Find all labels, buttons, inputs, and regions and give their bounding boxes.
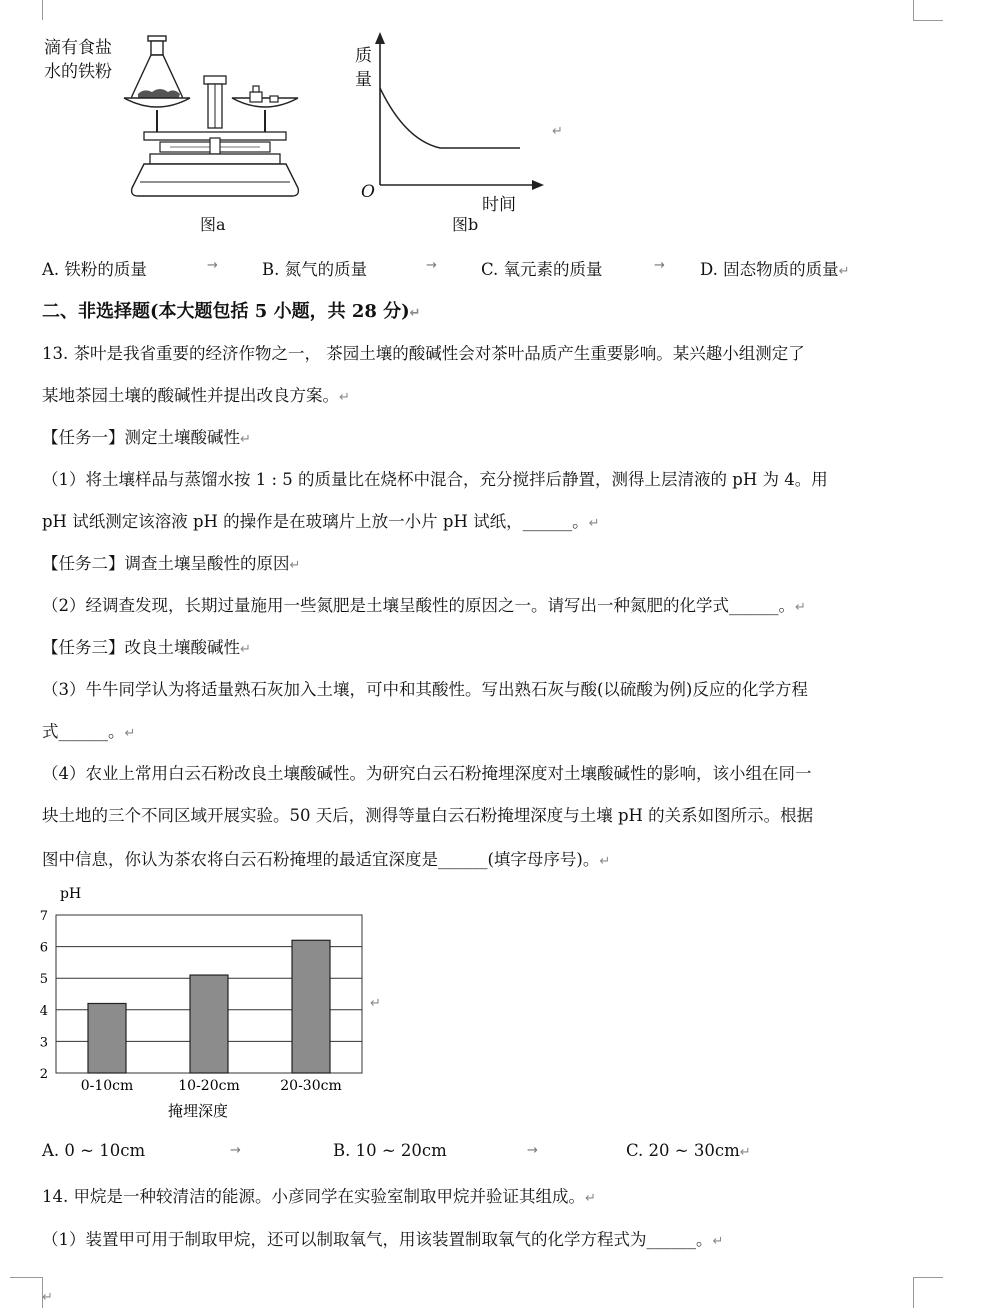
q13-task1-text: 【任务一】测定土壤酸碱性 [42,428,240,447]
chart-y-axis-label: pH [60,886,82,902]
chart-x-ticks [81,1078,342,1094]
figure-a-label [44,36,112,84]
return-mark: ↵ [795,600,806,615]
chart-y-tick-label: 6 [39,940,48,956]
return-mark: ↵ [585,1191,596,1206]
q13-task1 [42,424,251,448]
q13-intro-line1: 13. 茶叶是我省重要的经济作物之一， 茶园土壤的酸碱性会对茶叶品质产生重要影响。某兴趣小组测定了 [42,344,805,363]
q12-option-b-letter: B. [262,260,280,279]
q12-option-c [481,256,603,280]
q13-task3 [42,634,251,658]
q13-p1-line2-text: pH 试纸测定该溶液 pH 的操作是在玻璃片上放一小片 pH 试纸，______。 [42,512,589,531]
chart-y-tick-label: 5 [39,972,48,988]
return-mark: ↵ [289,558,301,573]
figure-a-label-line1: 滴有食盐 [44,38,112,58]
crop-mark-top-right-h [913,20,943,21]
page-end-return-mark: ↵ [42,1290,53,1305]
figure-b-origin: O [361,182,375,202]
figure-b-x-label: 时间 [482,195,516,215]
crop-mark-top-right-v [913,0,914,20]
mass-time-graph [350,30,550,215]
q13-p4-line2: 块土地的三个不同区域开展实验。50 天后，测得等量白云石粉掩埋深度与土壤 pH 的关系如图所示。根据 [42,806,814,825]
chart-y-tick-label: 4 [39,1003,48,1019]
tab-arrow-1: → [207,258,218,273]
chart-x-tick-label: 20-30cm [280,1078,342,1094]
q12-option-b-text: 氮气的质量 [284,260,368,279]
crop-mark-bottom-left-h [10,1277,42,1278]
crop-mark-bottom-right-v [913,1277,914,1308]
q13-p1-line2 [42,508,600,532]
figure-a-label-line2: 水的铁粉 [44,62,112,82]
q14-intro-text: 14. 甲烷是一种较清洁的能源。小彦同学在实验室制取甲烷并验证其组成。 [42,1187,585,1206]
chart-x-axis-label: 掩埋深度 [167,1102,229,1120]
return-mark: ↵ [124,726,136,741]
crop-mark-top-left [42,0,43,20]
balance-illustration [120,30,310,210]
tab-arrow-5: → [527,1143,538,1158]
chart-bar-10-20cm [190,975,228,1073]
q12-option-c-text: 氧元素的质量 [503,260,603,279]
chart-bars [88,940,330,1073]
q13-task2 [42,550,300,574]
q12-option-a-text: 铁粉的质量 [64,260,147,279]
section-2-heading [42,297,421,323]
q13-option-b [333,1141,447,1160]
tab-arrow-2: → [426,258,437,273]
q12-option-c-letter: C. [481,260,499,279]
chart-return-mark: ↵ [370,996,381,1011]
q13-option-b-text: 10 ~ 20cm [355,1141,447,1160]
q13-option-c [626,1141,751,1160]
q12-option-a [42,256,147,280]
q13-p4-line3 [42,846,610,870]
figure-a-caption: 图a [200,215,226,234]
q13-p1-line1: （1）将土壤样品与蒸馏水按 1 : 5 的质量比在烧杯中混合，充分搅拌后静置，测得上层清液的 pH 为 4。用 [42,470,828,489]
q12-option-d-text: 固态物质的质量 [723,260,839,279]
q12-option-d [700,256,850,280]
figure-b-y-label-2: 量 [355,70,372,90]
chart-y-tick-label: 2 [39,1067,48,1082]
q13-option-b-letter: B. [333,1141,351,1160]
q14-p1-text: （1）装置甲可用于制取甲烷，还可以制取氧气，用该装置制取氧气的化学方程式为______。 [42,1230,713,1249]
chart-y-tick-label: 7 [39,909,48,924]
tab-arrow-3: → [654,258,665,273]
q12-option-d-letter: D. [700,260,718,279]
tab-arrow-4: → [230,1143,241,1158]
q13-option-c-letter: C. [626,1141,644,1160]
q14-intro [42,1183,596,1207]
figure-row-return-mark: ↵ [552,124,563,139]
q13-intro-line2-text: 某地茶园土壤的酸碱性并提出改良方案。 [42,386,339,405]
q13-task3-text: 【任务三】改良土壤酸碱性 [42,638,240,657]
q13-p4-line3-text: 图中信息，你认为茶农将白云石粉掩埋的最适宜深度是______(填字母序号)。 [42,850,600,869]
return-mark: ↵ [599,854,611,869]
chart-y-tick-label: 3 [39,1035,48,1051]
section-2-heading-text: 二、非选择题(本大题包括 5 小题，共 28 分) [42,301,410,322]
q12-option-b [262,256,367,280]
figure-b-y-label [355,44,372,92]
ph-bar-chart [30,880,390,1125]
q13-task2-text: 【任务二】调查土壤呈酸性的原因 [42,554,290,573]
q13-option-c-text: 20 ~ 30cm [648,1141,740,1160]
return-mark: ↵ [712,1234,724,1249]
q13-option-a [42,1141,145,1160]
return-mark: ↵ [739,1145,751,1160]
return-mark: ↵ [588,516,600,531]
q13-p2-text: （2）经调查发现，长期过量施用一些氮肥是土壤呈酸性的原因之一。请写出一种氮肥的化学式______。 [42,596,795,615]
return-mark: ↵ [339,390,350,405]
q12-option-a-letter: A. [42,260,60,279]
chart-x-tick-label: 10-20cm [178,1078,240,1094]
chart-bar-0-10cm [88,1003,126,1073]
chart-bar-20-30cm [292,940,330,1073]
return-mark: ↵ [838,264,850,279]
chart-x-tick-label: 0-10cm [80,1078,134,1094]
return-mark: ↵ [240,432,251,447]
figure-b-caption: 图b [452,215,479,234]
q13-p3-line2-text: 式______。 [42,722,125,741]
q13-option-a-letter: A. [42,1141,60,1160]
figure-b-y-label-1: 质 [355,46,372,66]
q14-p1 [42,1226,723,1250]
q13-p3-line2 [42,718,135,742]
return-mark: ↵ [240,642,251,657]
q13-option-a-text: 0 ~ 10cm [64,1141,146,1160]
return-mark: ↵ [409,306,421,321]
chart-y-ticks [40,909,48,1082]
crop-mark-bottom-right-h [913,1277,943,1278]
q13-intro-line2 [42,382,350,406]
q13-p2 [42,592,806,616]
q13-p4-line1: （4）农业上常用白云石粉改良土壤酸碱性。为研究白云石粉掩埋深度对土壤酸碱性的影响，该小组在同一 [42,764,812,783]
q13-p3-line1: （3）牛牛同学认为将适量熟石灰加入土壤，可中和其酸性。写出熟石灰与酸(以硫酸为例)反应的化学方程 [42,680,808,699]
